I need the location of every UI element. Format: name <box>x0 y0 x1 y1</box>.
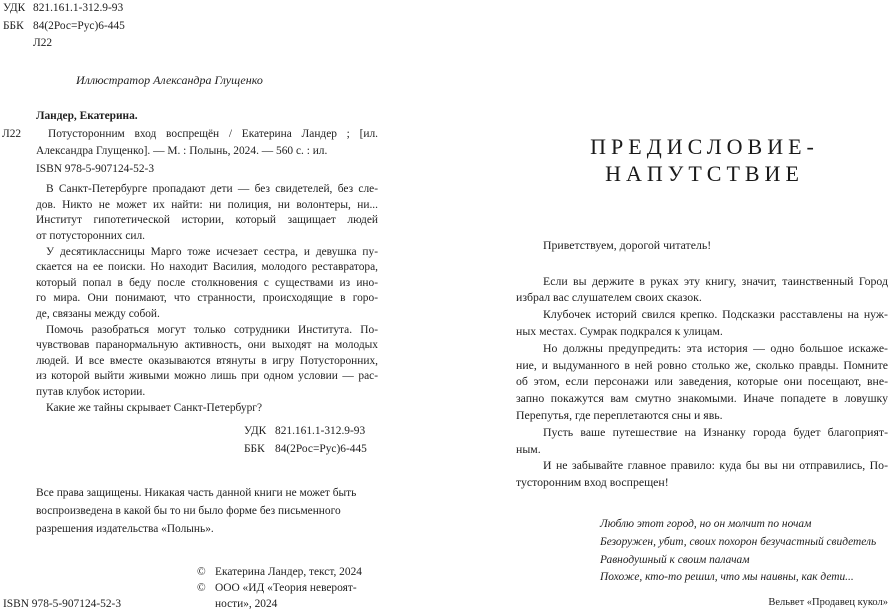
rights-notice <box>36 484 378 538</box>
epigraph-line: Похоже, кто-то решил, что мы наивны, как дети... <box>600 571 854 584</box>
annotation-line: У десятиклассницы Марго тоже исчезает сестра, и девушка пу- <box>46 245 378 258</box>
annotation-line: который попал в беду после столкновения с существами из ино- <box>36 276 378 289</box>
annotation-paragraph <box>36 323 378 401</box>
preface-line: ние, и выдуманного в ней ровно столько же, сколько правды. Помните <box>516 357 888 372</box>
annotation-line: дов. Никто не может их найти: ни полиция, ни волонтеры, ни... <box>36 198 378 211</box>
udk-value: 821.161.1-312.9-93 <box>33 2 124 14</box>
page-title <box>516 133 888 187</box>
bbk-label: ББК <box>244 443 265 455</box>
title-line: Потусторонним вход воспрещён / Екатерина Ландер ; [ил. <box>48 127 378 140</box>
bbk-value: 84(2Рос=Рус)6-445 <box>33 19 125 32</box>
annotation-line: Помочь разобраться могут только сотрудники Института. По- <box>46 323 378 336</box>
annotation-paragraph <box>36 182 378 244</box>
annotation-line: де, связаны между собой. <box>36 307 160 320</box>
greeting-line: Приветствуем, дорогой читатель! <box>543 237 712 252</box>
annotation-line: скается на ее поиски. Но находит Василия, молодого реставратора, <box>36 261 378 274</box>
udk-value: 821.161.1-312.9-93 <box>275 425 366 437</box>
annotation-line: го мира. Они понимают, что странности, происходящие в горо- <box>36 292 378 305</box>
imprint-line: Александра Глущенко]. — М. : Полынь, 2024. — 560 с. : ил. <box>36 145 328 158</box>
left-page <box>0 0 445 613</box>
preface-paragraph <box>516 340 888 424</box>
preface-line: Но должны предупредить: эта история — одно большое искаже- <box>543 340 888 355</box>
preface-line: И не забывайте главное правило: куда бы вы ни отправились, По- <box>543 458 888 473</box>
annotation-line: путав клубок истории. <box>36 385 146 398</box>
preface-line: Перепутья, где переплетаются сны и явь. <box>516 407 723 422</box>
title-line: НАПУТСТВИЕ <box>605 160 804 186</box>
preface-line: ным. <box>516 441 541 456</box>
title-row <box>0 126 378 144</box>
isbn-line: ISBN 978-5-907124-52-3 <box>36 162 155 175</box>
preface-paragraph <box>516 273 888 307</box>
illustrator-credit: Иллюстратор Александра Глущенко <box>76 73 263 87</box>
epigraph-attribution: Вельвет «Продавец кукол» <box>768 597 888 608</box>
bbk-row <box>3 18 125 36</box>
preface-text <box>516 273 888 491</box>
preface-line: Пусть ваше путешествие на Изнанку города будет благоприят- <box>543 424 888 439</box>
bibliographic-record <box>0 108 378 178</box>
annotation-line: из которой выйти живыми можно лишь при одном условии — рас- <box>36 370 378 383</box>
catalog-codes-top <box>3 0 125 53</box>
preface-line: Если вы держите в руках эту книгу, значит, таинственный Город <box>543 273 888 288</box>
udk-row <box>244 422 367 440</box>
bbk-row <box>244 440 367 458</box>
author-mark: Л22 <box>33 37 53 49</box>
epigraph-line: Безоружен, убит, своих похорон безучастный свидетель <box>600 535 877 548</box>
copyright-text: ности», 2024 <box>215 598 278 610</box>
annotation-paragraph <box>36 245 378 323</box>
rights-line: воспроизведена в какой бы то ни было форме без письменного <box>36 505 341 517</box>
preface-line: Клубочек историй свился крепко. Подсказки расставлены на нуж- <box>543 307 888 322</box>
copyright-entry <box>197 580 362 612</box>
preface-line: об этом, если персонажи или заведения, которые они посещают, вне- <box>516 374 888 389</box>
annotation-paragraph <box>36 401 378 417</box>
copyright-text: ООО «ИД «Теория невероят- <box>215 582 357 594</box>
epigraph <box>600 516 888 587</box>
annotation-line: Какие же тайны скрывает Санкт-Петербург? <box>46 401 263 414</box>
bbk-label: ББК <box>3 19 24 32</box>
greeting <box>516 237 888 254</box>
udk-row <box>3 0 125 18</box>
annotation-line: людей. И все вместе оказываются втянуты в игру Потусторонних, <box>36 354 378 367</box>
preface-line: запно покажутся вам смутно знакомыми. Иначе попадете в ловушку <box>516 391 888 406</box>
udk-label: УДК <box>244 425 267 437</box>
rights-line: разрешения издательства «Полынь». <box>36 523 214 535</box>
copyright-text: Екатерина Ландер, текст, 2024 <box>215 566 362 578</box>
bbk-value: 84(2Рос=Рус)6-445 <box>275 443 367 455</box>
copyright-entry <box>197 564 362 580</box>
annotation-line: чувствовав паранормальную активность, они выходят на молодых <box>36 339 378 352</box>
author-mark: Л22 <box>2 127 22 140</box>
udk-label: УДК <box>3 2 26 14</box>
author-heading: Ландер, Екатерина. <box>36 110 138 122</box>
catalog-codes-bottom <box>244 422 367 458</box>
preface-paragraph <box>516 457 888 491</box>
preface-paragraph <box>516 424 888 458</box>
copyright-symbol: © <box>197 582 206 594</box>
annotation-line: от потусторонних сил. <box>36 229 146 242</box>
annotation <box>36 182 378 416</box>
author-mark-row <box>3 35 125 53</box>
copyright-symbol: © <box>197 566 206 578</box>
epigraph-line: Равнодушный к своим палачам <box>600 553 750 566</box>
title-line: ПРЕДИСЛОВИЕ- <box>590 133 819 159</box>
preface-paragraph <box>516 306 888 340</box>
preface-line: ных местах. Сумрак подкрался к улицам. <box>516 323 723 338</box>
copyright-block <box>197 564 362 612</box>
preface-line: тусторонним вход воспрещен! <box>516 475 669 490</box>
epigraph-line: Люблю этот город, но он молчит по ночам <box>600 518 812 531</box>
annotation-line: В Санкт-Петербурге пропадают дети — без свидетелей, без сле- <box>46 183 378 196</box>
preface-line: избрал вас слушателем своих сказок. <box>516 290 702 305</box>
isbn-footer: ISBN 978-5-907124-52-3 <box>3 598 122 610</box>
rights-line: Все права защищены. Никакая часть данной книги не может быть <box>36 487 357 499</box>
annotation-line: Институт гипотетической истории, который защищает людей <box>36 214 378 227</box>
right-page <box>445 0 891 613</box>
